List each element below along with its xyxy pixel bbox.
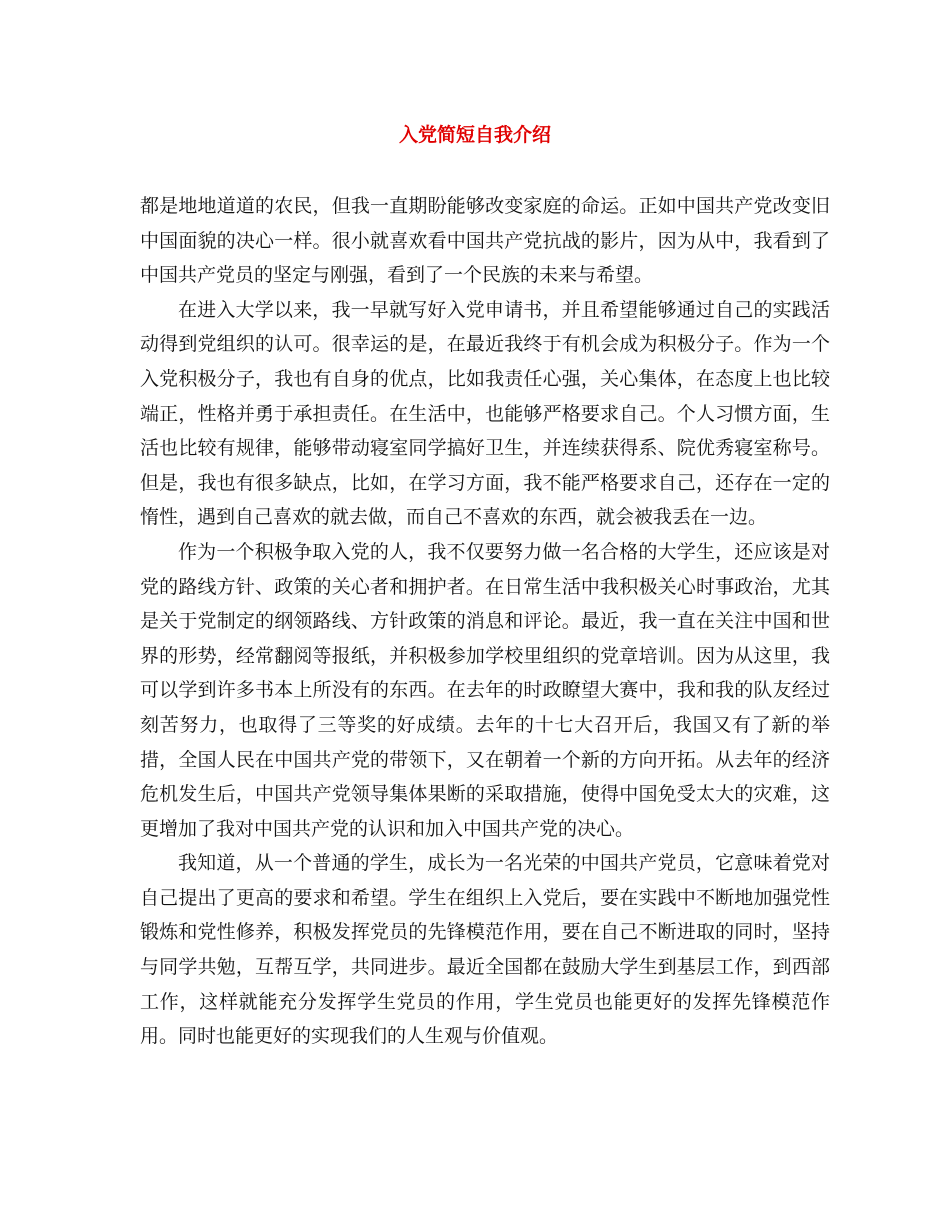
paragraph-2: 在进入大学以来，我一早就写好入党申请书，并且希望能够通过自己的实践活动得到党组织的认可。很幸运的是，在最近我终于有机会成为积极分子。作为一个入党积极分子，我也有自身的优点，比如我责任心强，关心集体，在态度上也比较端正，性格并勇于承担责任。在生活中，也能够严格要求自己。个人习惯方面，生活也比较有规律，能够带动寝室同学搞好卫生，并连续获得系、院优秀寝室称号。但是，我也有很多缺点，比如，在学习方面，我不能严格要求自己，还存在一定的惰性，遇到自己喜欢的就去做，而自己不喜欢的东西，就会被我丢在一边。 [140, 298, 830, 529]
document-body [140, 189, 830, 1054]
paragraph-3: 作为一个积极争取入党的人，我不仅要努力做一名合格的大学生，还应该是对党的路线方针、政策的关心者和拥护者。在日常生活中我积极关心时事政治，尤其是关于党制定的纲领路线、方针政策的消息和评论。最近，我一直在关注中国和世界的形势，经常翻阅等报纸，并积极参加学校里组织的党章培训。因为从这里，我可以学到许多书本上所没有的东西。在去年的时政瞭望大赛中，我和我的队友经过刻苦努力，也取得了三等奖的好成绩。去年的十七大召开后，我国又有了新的举措，全国人民在中国共产党的带领下，又在朝着一个新的方向开拓。从去年的经济危机发生后，中国共产党领导集体果断的采取措施，使得中国免受太大的灾难，这更增加了我对中国共产党的认识和加入中国共产党的决心。 [140, 540, 830, 840]
paragraph-1: 都是地地道道的农民，但我一直期盼能够改变家庭的命运。正如中国共产党改变旧中国面貌的决心一样。很小就喜欢看中国共产党抗战的影片，因为从中，我看到了中国共产党员的坚定与刚强，看到了一个民族的未来与希望。 [140, 195, 830, 287]
document-title: 入党简短自我介绍 [398, 124, 551, 146]
paragraph-4: 我知道，从一个普通的学生，成长为一名光荣的中国共产党员，它意味着党对自己提出了更高的要求和希望。学生在组织上入党后，要在实践中不断地加强党性锻炼和党性修养，积极发挥党员的先锋模范作用，要在自己不断进取的同时，坚持与同学共勉，互帮互学，共同进步。最近全国都在鼓励大学生到基层工作，到西部工作，这样就能充分发挥学生党员的作用，学生党员也能更好的发挥先锋模范作用。同时也能更好的实现我们的人生观与价值观。 [140, 852, 830, 1048]
